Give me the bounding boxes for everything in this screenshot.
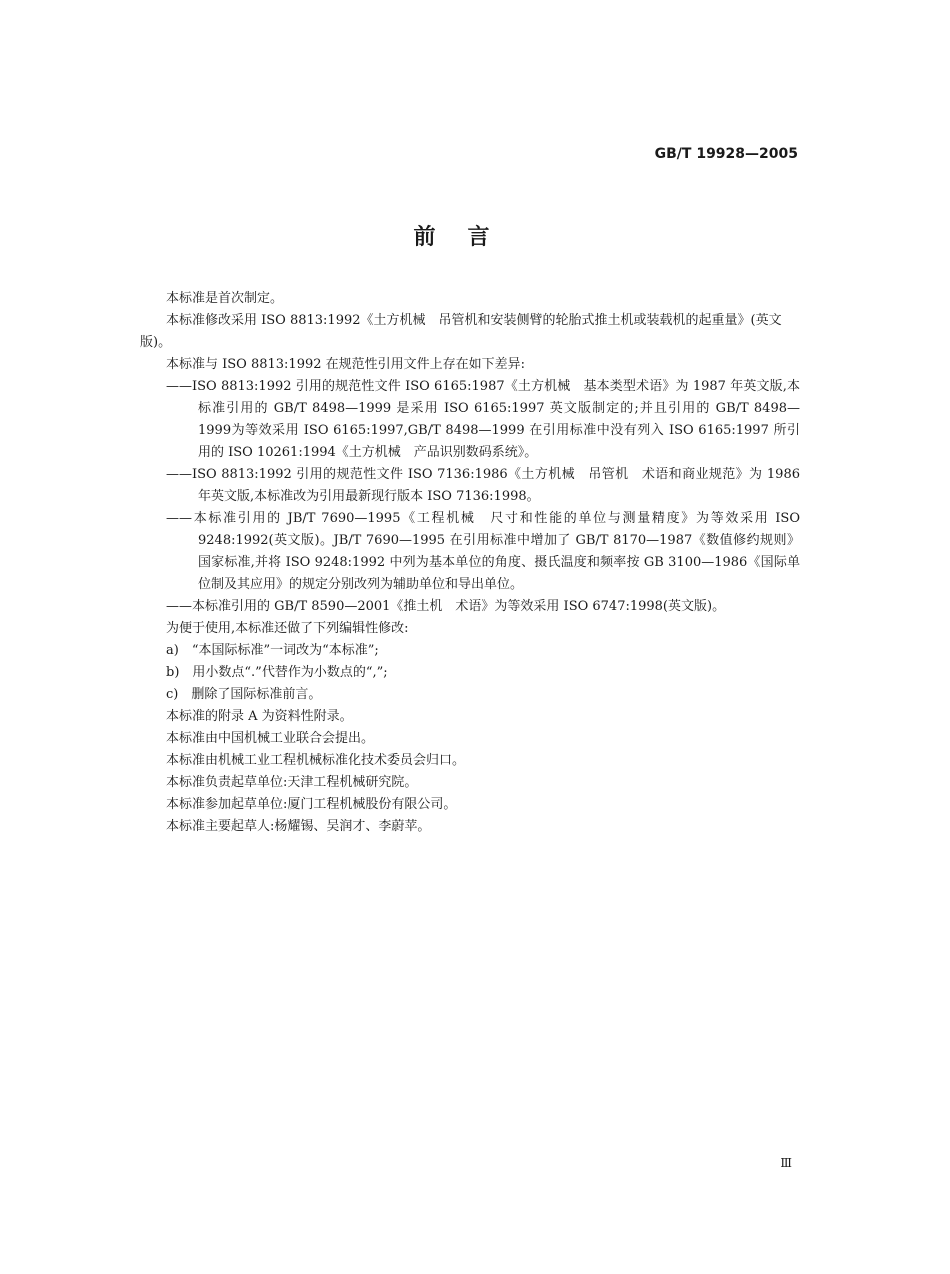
paragraph: 本标准由机械工业工程机械标准化技术委员会归口。 xyxy=(166,753,466,768)
difference-item: ——ISO 8813:1992 引用的规范性文件 ISO 6165:1987《土方机械 基本类型术语》为 1987 年英文版,本标准引用的 GB/T 8498—1999 是采用 ISO 6165:1997 英文版制定的;并且引用的 GB/T 8498—1999为等效采用 ISO 6165:1997,GB/T 8498—1999 在引用标准中没有列入 ISO 6165:1997 所引用的 ISO 10261:1994《土方机械 产品识别数码系统》。 xyxy=(166,379,800,460)
paragraph: 本标准参加起草单位:厦门工程机械股份有限公司。 xyxy=(166,797,457,812)
paragraph: 本标准主要起草人:杨耀锡、吴润才、李蔚苹。 xyxy=(166,819,431,834)
document-body xyxy=(140,288,800,838)
document-code: GB/T 19928—2005 xyxy=(654,146,798,162)
page-title: 前言 xyxy=(413,225,522,250)
paragraph: 本标准与 ISO 8813:1992 在规范性引用文件上存在如下差异: xyxy=(166,357,526,372)
paragraph: 为便于使用,本标准还做了下列编辑性修改: xyxy=(166,621,409,636)
list-item: b) 用小数点“.”代替作为小数点的“,”; xyxy=(166,665,388,680)
paragraph: 本标准负责起草单位:天津工程机械研究院。 xyxy=(166,775,418,790)
difference-item: ——本标准引用的 GB/T 8590—2001《推土机 术语》为等效采用 ISO 6747:1998(英文版)。 xyxy=(166,599,726,614)
paragraph: 本标准修改采用 ISO 8813:1992《土方机械 吊管机和安装侧臂的轮胎式推土机或装载机的起重量》(英文版)。 xyxy=(140,313,782,350)
page-number: Ⅲ xyxy=(780,1156,792,1170)
difference-item: ——本标准引用的 JB/T 7690—1995《工程机械 尺寸和性能的单位与测量精度》为等效采用 ISO 9248:1992(英文版)。JB/T 7690—1995 在引用标准中增加了 GB/T 8170—1987《数值修约规则》国家标准,并将 ISO 9248:1992 中列为基本单位的角度、摄氏温度和频率按 GB 3100—1986《国际单位制及其应用》的规定分别改列为辅助单位和导出单位。 xyxy=(166,511,800,592)
paragraph: 本标准由中国机械工业联合会提出。 xyxy=(166,731,375,746)
difference-item: ——ISO 8813:1992 引用的规范性文件 ISO 7136:1986《土方机械 吊管机 术语和商业规范》为 1986 年英文版,本标准改为引用最新现行版本 ISO 7136:1998。 xyxy=(166,467,800,504)
list-item: a) “本国际标准”一词改为“本标准”; xyxy=(166,643,379,658)
list-item: c) 删除了国际标准前言。 xyxy=(166,687,322,702)
paragraph: 本标准的附录 A 为资料性附录。 xyxy=(166,709,353,724)
paragraph: 本标准是首次制定。 xyxy=(166,291,284,306)
